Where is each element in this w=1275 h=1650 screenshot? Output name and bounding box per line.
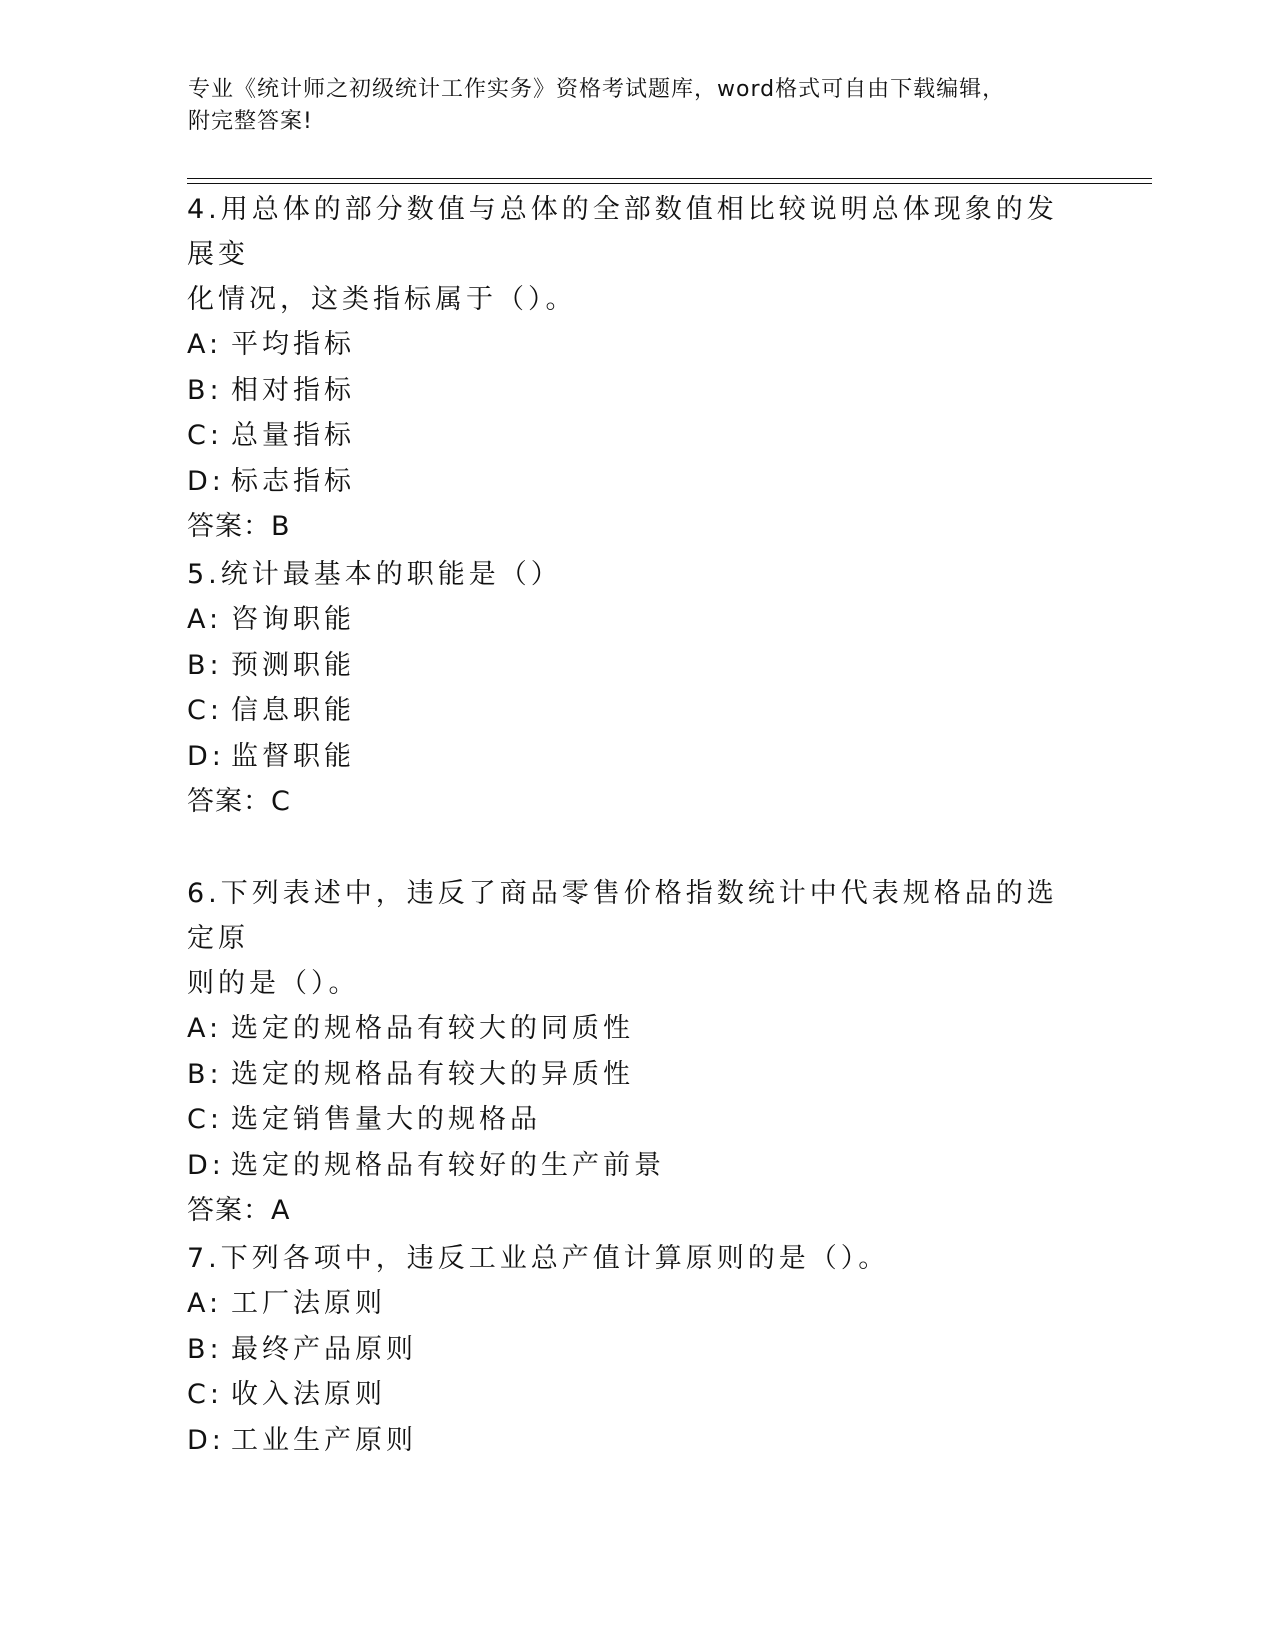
option-c: [187, 1097, 1087, 1143]
header-line-2: 附完整答案!: [188, 109, 313, 134]
option-key: C:: [187, 1104, 223, 1135]
question-stem-line-2: 则的是（）。: [187, 968, 360, 999]
option-key: D:: [187, 1149, 225, 1181]
option-key: A:: [187, 329, 223, 360]
question-stem-line-1: 5.统计最基本的职能是（）: [187, 559, 562, 590]
question-stem: [187, 552, 1087, 597]
question-stem: [187, 1236, 1087, 1281]
option-key: C:: [187, 695, 223, 726]
option-text: 选定的规格品有较好的生产前景: [231, 1149, 665, 1181]
option-key: A:: [187, 1013, 223, 1044]
question-stem-line-1: 7.下列各项中，违反工业总产值计算原则的是（）。: [187, 1243, 890, 1274]
question-4: [187, 187, 1087, 549]
option-text: 选定的规格品有较大的同质性: [231, 1013, 634, 1044]
answer-line: 答案：B: [187, 511, 291, 542]
option-key: B:: [187, 1333, 223, 1365]
option-text: 平均指标: [231, 329, 355, 360]
option-text: 信息职能: [231, 695, 355, 726]
option-text: 总量指标: [231, 420, 355, 451]
option-text: 选定销售量大的规格品: [231, 1104, 541, 1135]
option-text: 最终产品原则: [231, 1333, 417, 1365]
option-key: B:: [187, 374, 223, 406]
option-key: B:: [187, 649, 223, 681]
option-key: A:: [187, 604, 223, 635]
option-key: C:: [187, 420, 223, 451]
question-stem-line-1: 4.用总体的部分数值与总体的全部数值相比较说明总体现象的发展变: [187, 194, 1058, 270]
option-key: B:: [187, 1058, 223, 1090]
option-a: [187, 322, 1087, 368]
option-key: C:: [187, 1379, 223, 1410]
option-text: 标志指标: [231, 465, 355, 497]
question-stem: [187, 871, 1087, 1006]
question-7: [187, 1236, 1087, 1463]
option-text: 监督职能: [231, 740, 355, 772]
header-line-1: 专业《统计师之初级统计工作实务》资格考试题库，word格式可自由下载编辑，: [188, 77, 1006, 102]
option-b: [187, 1327, 1087, 1373]
option-key: D:: [187, 740, 225, 772]
option-key: D:: [187, 465, 225, 497]
option-text: 工厂法原则: [231, 1288, 386, 1319]
option-key: A:: [187, 1288, 223, 1319]
question-stem-line-1: 6.下列表述中，违反了商品零售价格指数统计中代表规格品的选定原: [187, 878, 1058, 954]
option-text: 相对指标: [231, 374, 355, 406]
option-a: [187, 597, 1087, 643]
question-5: [187, 552, 1087, 824]
document-header: [188, 74, 1068, 138]
option-text: 收入法原则: [231, 1379, 386, 1410]
option-c: [187, 413, 1087, 459]
option-c: [187, 688, 1087, 734]
option-c: [187, 1372, 1087, 1418]
option-text: 预测职能: [231, 649, 355, 681]
option-text: 工业生产原则: [231, 1424, 417, 1456]
option-b: [187, 368, 1087, 414]
option-d: [187, 1143, 1087, 1189]
option-d: [187, 734, 1087, 780]
option-d: [187, 459, 1087, 505]
answer-line: 答案：C: [187, 786, 291, 817]
option-key: D:: [187, 1424, 225, 1456]
question-stem-line-2: 化情况，这类指标属于（）。: [187, 284, 577, 315]
option-b: [187, 1052, 1087, 1098]
question-stem: [187, 187, 1087, 322]
option-text: 选定的规格品有较大的异质性: [231, 1058, 634, 1090]
option-b: [187, 643, 1087, 689]
answer-line: 答案：A: [187, 1195, 291, 1226]
header-divider-bottom: [187, 183, 1152, 184]
header-divider-top: [187, 178, 1152, 179]
option-a: [187, 1006, 1087, 1052]
question-6: [187, 871, 1087, 1233]
option-text: 咨询职能: [231, 604, 355, 635]
option-d: [187, 1418, 1087, 1464]
option-a: [187, 1281, 1087, 1327]
